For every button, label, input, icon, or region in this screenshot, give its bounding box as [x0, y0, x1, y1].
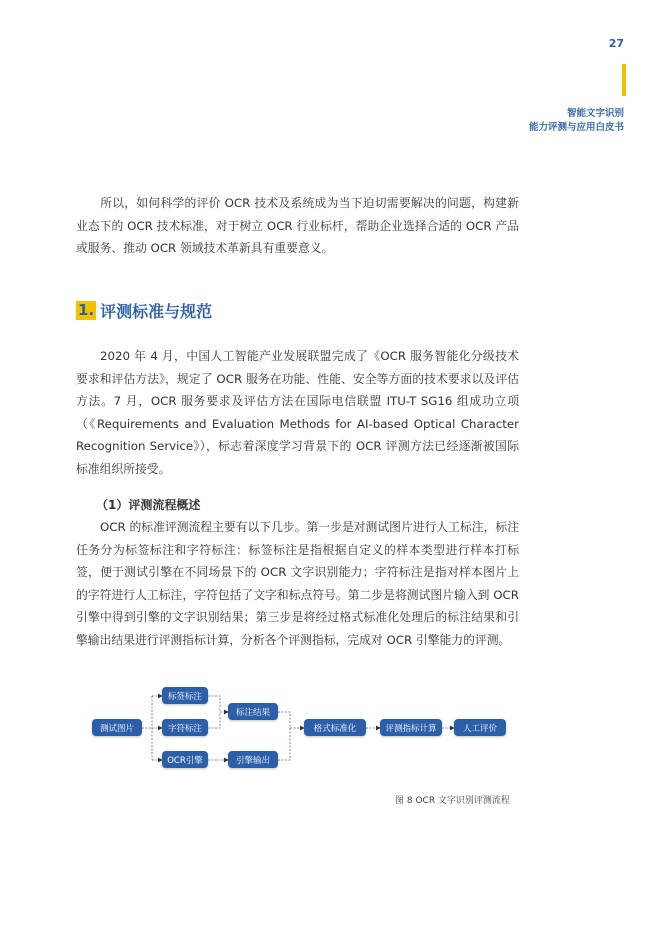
header-title [529, 107, 624, 135]
edge-output-to-merge [278, 728, 290, 760]
header-title-line1: 智能文字识别 [566, 108, 624, 119]
ocr-eval-flow-diagram [88, 680, 518, 780]
node-format-normalize: 格式标准化 [304, 719, 366, 736]
figure-caption: 图 8 OCR 文字识别评测流程 [395, 796, 510, 806]
section-paragraph [76, 345, 519, 481]
subsection-paragraph [76, 516, 519, 652]
section-title: 评测标准与规范 [100, 302, 213, 321]
subsection-title: （1）评测流程概述 [96, 498, 201, 512]
header-title-line2: 能力评测与应用白皮书 [528, 122, 624, 133]
node-char-annotation: 字符标注 [162, 719, 208, 736]
page-number: 27 [608, 37, 624, 50]
edge-label-to-merge [208, 696, 220, 712]
node-test-images: 测试图片 [92, 719, 142, 736]
node-label-annotation: 标签标注 [162, 687, 208, 704]
edge-char-to-merge [208, 712, 220, 728]
node-annotation-result: 标注结果 [228, 703, 278, 720]
intro-paragraph [76, 192, 519, 260]
section-paragraph-text: 2020 年 4 月，中国人工智能产业发展联盟完成了《OCR 服务智能化分级技术要求和评估方法》，规定了 OCR 服务在功能、性能、安全等方面的技术要求以及评估方法。7 月，OCR 服务要求及评估方法在国际电信联盟 ITU-T SG16 组成功立项（《Requirements and Evaluation Methods for AI-based Optical Character Recognition Service》），标志着深度学习背景下的 OCR 评测方法已经逐渐被国际标准组织所接受。 [76, 349, 519, 476]
intro-paragraph-text: 所以，如何科学的评价 OCR 技术及系统成为当下迫切需要解决的问题，构建新业态下的 OCR 技术标准，对于树立 OCR 行业标杆，帮助企业选择合适的 OCR 产品或服务、推动 OCR 领域技术革新具有重要意义。 [76, 196, 519, 256]
node-metric-compute: 评测指标计算 [380, 719, 442, 736]
node-ocr-engine: OCR引擎 [162, 751, 208, 768]
subsection-paragraph-text: OCR 的标准评测流程主要有以下几步。第一步是对测试图片进行人工标注，标注任务分为标签标注和字符标注：标签标注是指根据自定义的样本类型进行样本打标签，便于测试引擎在不同场景下的 OCR 文字识别能力；字符标注是指对样本图片上的字符进行人工标注，字符包括了文字和标点符号。第二步是将测试图片输入到 OCR 引擎中得到引擎的文字识别结果；第三步是将经过格式标准化处理后的标注结果和引擎输出结果进行评测指标计算，分析各个评测指标，完成对 OCR 引擎能力的评测。 [76, 520, 519, 647]
section-heading [76, 299, 212, 322]
edge-result-to-merge [278, 712, 290, 728]
header-accent-bar [622, 64, 626, 96]
node-engine-output: 引擎输出 [228, 751, 278, 768]
section-number: 1. [78, 301, 95, 319]
node-manual-review: 人工评价 [454, 719, 506, 736]
